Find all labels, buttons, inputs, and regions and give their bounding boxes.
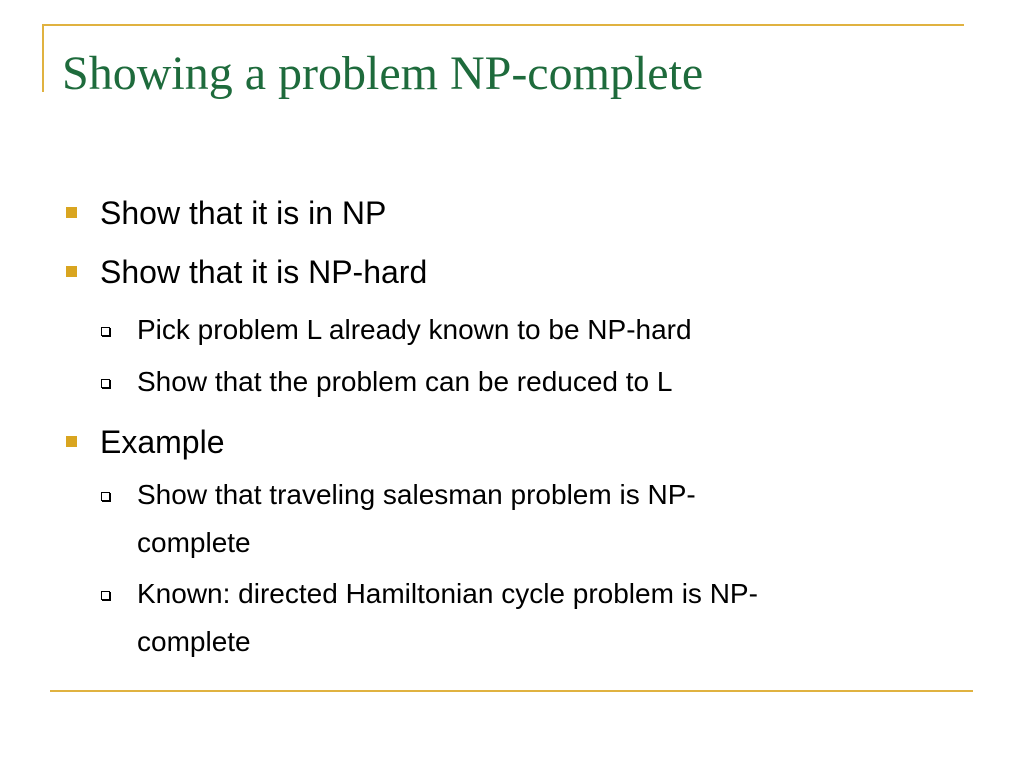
bottom-rule	[50, 690, 973, 692]
bullet-text: Show that it is NP-hard	[100, 254, 428, 290]
sub-bullet-text-line: Show that traveling salesman problem is NP-	[137, 479, 696, 510]
sub-bullet-text-line: Known: directed Hamiltonian cycle problem is NP-	[137, 578, 758, 609]
filled-square-bullet-icon	[66, 207, 77, 218]
sub-bullet-text-line: complete	[137, 527, 251, 558]
hollow-square-bullet-icon	[101, 492, 110, 501]
sub-bullet-text: Show that the problem can be reduced to L	[137, 366, 673, 397]
hollow-square-bullet-icon	[101, 591, 110, 600]
filled-square-bullet-icon	[66, 266, 77, 277]
hollow-square-bullet-icon	[101, 327, 110, 336]
left-rule	[42, 24, 44, 92]
top-rule	[42, 24, 964, 26]
hollow-square-bullet-icon	[101, 379, 110, 388]
sub-bullet-text-line: complete	[137, 626, 251, 657]
slide-title: Showing a problem NP-complete	[62, 47, 704, 100]
sub-bullet-text: Pick problem L already known to be NP-hard	[137, 314, 692, 345]
filled-square-bullet-icon	[66, 436, 77, 447]
bullet-text: Show that it is in NP	[100, 195, 387, 231]
bullet-text: Example	[100, 424, 225, 460]
